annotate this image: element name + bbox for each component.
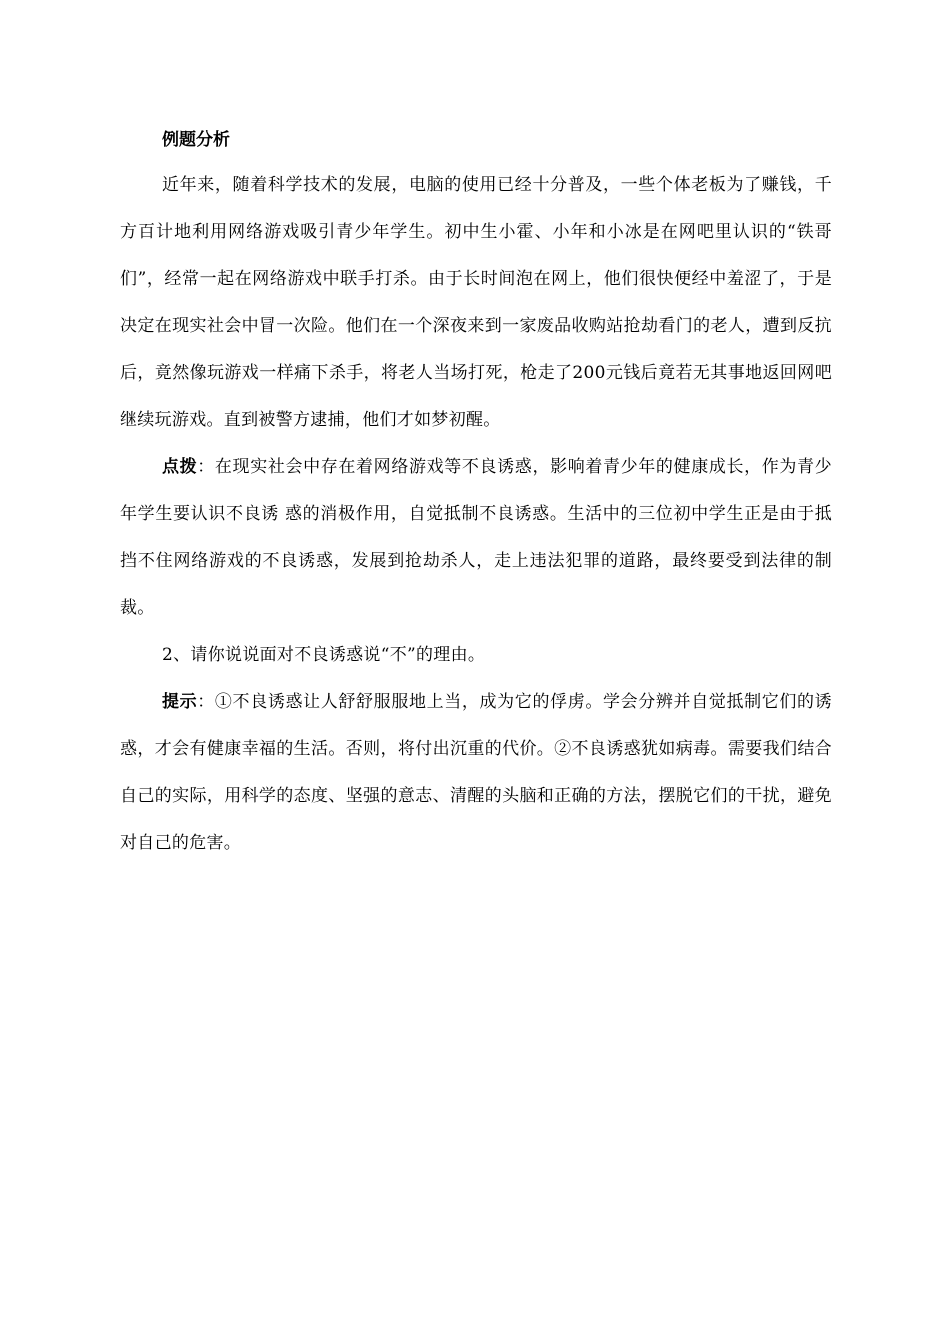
hint-label: 提示: [162, 692, 198, 712]
section-heading: 例题分析: [162, 130, 230, 150]
case-paragraph: 近年来，随着科学技术的发展，电脑的使用已经十分普及，一些个体老板为了赚钱，千方百计地利用网络游戏吸引青少年学生。初中生小霍、小年和小冰是在网吧里认识的“铁哥们”，经常一起在网络游戏中联手打杀。由于长时间泡在网上，他们很快便经中羞涩了，于是决定在现实社会中冒一次险。他们在一个深夜来到一家废品收购站抢劫看门的老人，遭到反抗后，竟然像玩游戏一样痛下杀手，将老人当场打死，枪走了200元钱后竟若无其事地返回网吧继续玩游戏。直到被警方逮捕，他们才如梦初醒。: [120, 175, 832, 430]
tip-label: 点拨: [162, 457, 198, 477]
hint-colon: ：: [197, 692, 215, 712]
tip-colon: ：: [197, 457, 215, 477]
hint-text: ①不良诱惑让人舒舒服服地上当，成为它的俘虏。学会分辨并自觉抵制它们的诱惑，才会有健康幸福的生活。否则，将付出沉重的代价。②不良诱惑犹如病毒。需要我们结合自己的实际，用科学的态度、坚强的意志、清醒的头脑和正确的方法，摆脱它们的干扰，避免对自己的危害。: [120, 692, 832, 853]
tip-paragraph: [120, 444, 832, 632]
document-content: [120, 122, 832, 867]
tip-text: 在现实社会中存在着网络游戏等不良诱惑，影响着青少年的健康成长，作为青少年学生要认识不良诱 惑的消极作用，自觉抵制不良诱惑。生活中的三位初中学生正是由于抵挡不住网络游戏的不良诱惑，发展到抢劫杀人，走上违法犯罪的道路，最终要受到法律的制裁。: [120, 457, 832, 618]
question-paragraph: 2、请你说说面对不良诱惑说“不”的理由。: [162, 645, 486, 665]
hint-paragraph: [120, 679, 832, 867]
